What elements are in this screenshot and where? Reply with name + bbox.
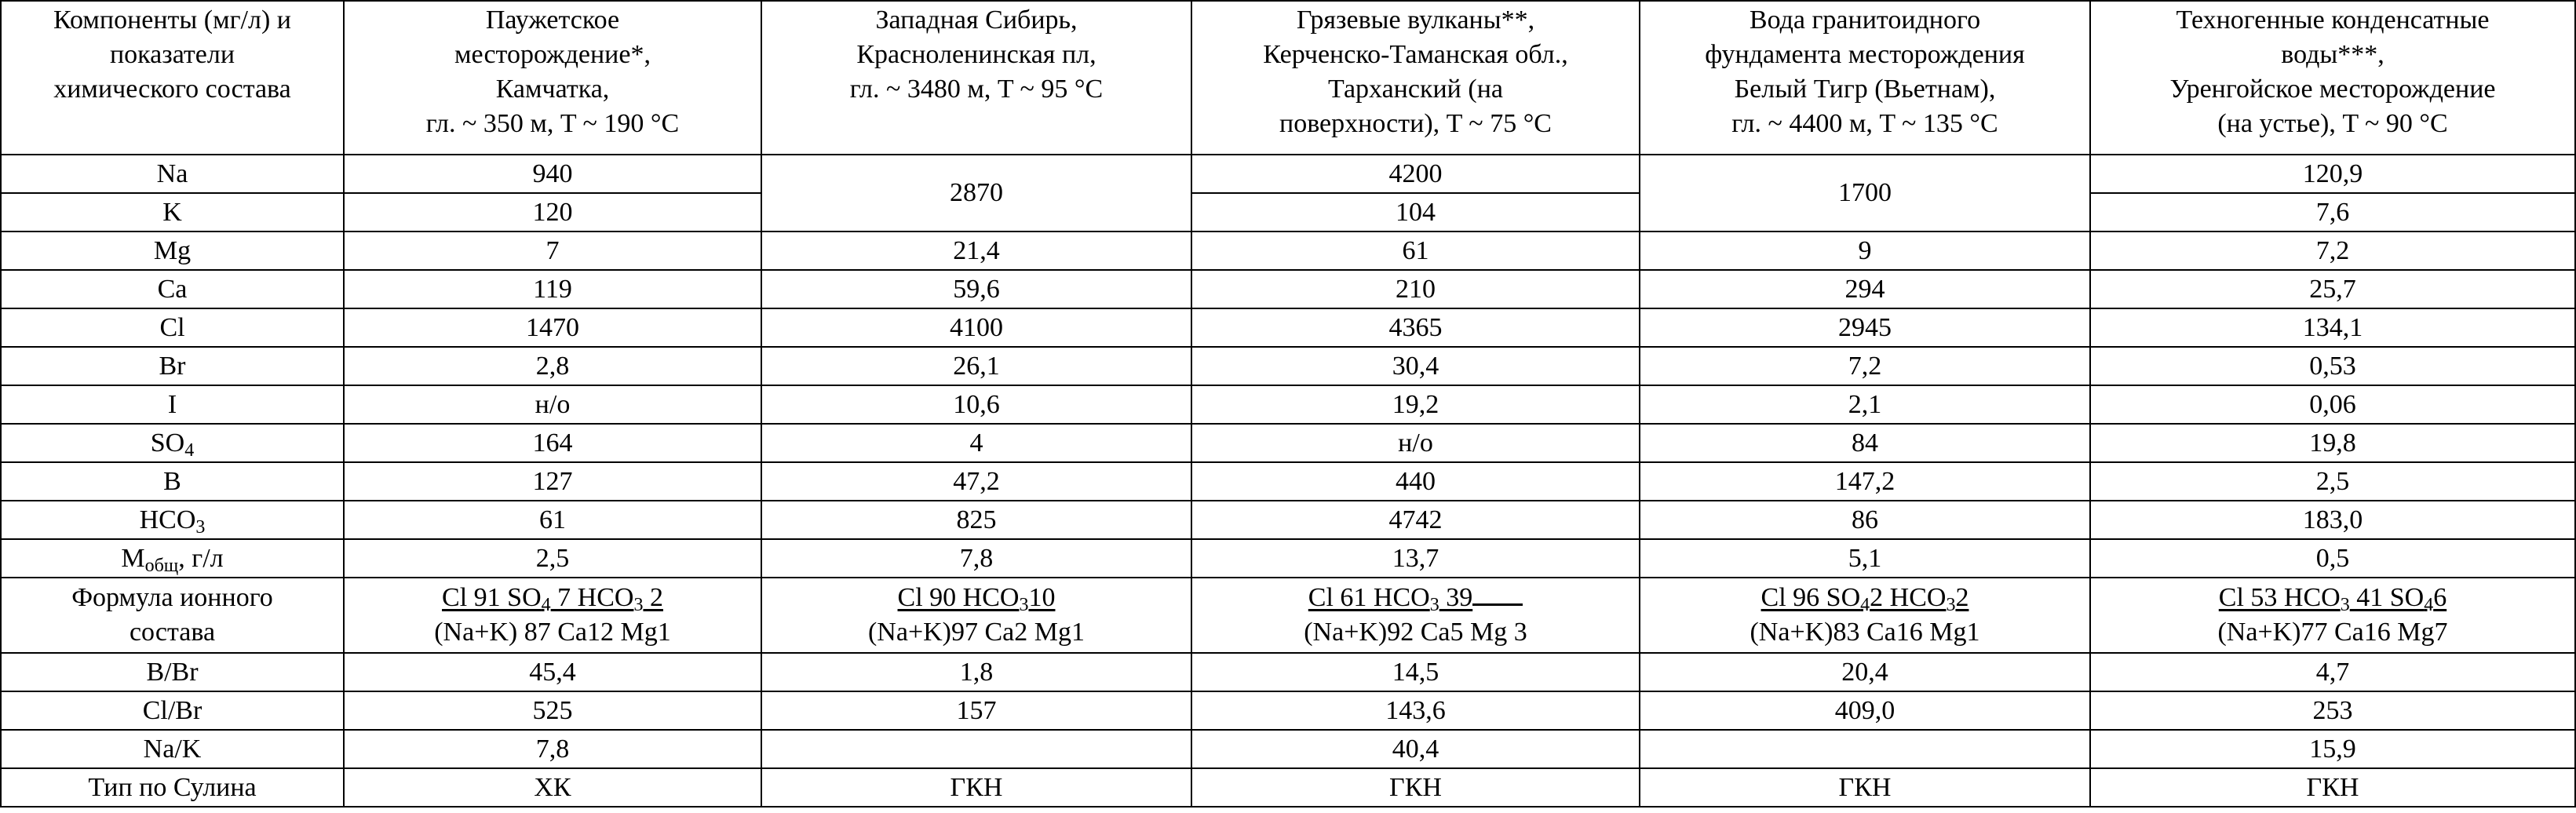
table-cell: 0,5 xyxy=(2090,539,2575,578)
row-label: Br xyxy=(1,347,344,385)
table-cell: 15,9 xyxy=(2090,730,2575,768)
table-cell: 84 xyxy=(1640,424,2090,462)
row-label: B/Br xyxy=(1,653,344,691)
table-cell: 4200 xyxy=(1191,155,1640,193)
table-cell: 2870 xyxy=(761,155,1191,232)
table-cell: 7,8 xyxy=(761,539,1191,578)
row-label: Формула ионного состава xyxy=(1,578,344,653)
header-components: Компоненты (мг/л) и показатели химического состава xyxy=(1,1,344,155)
row-label: I xyxy=(1,385,344,424)
formula-cell xyxy=(1640,578,2090,653)
table-cell: 86 xyxy=(1640,501,2090,539)
formula-anions: Cl 91 $SO_4$ 7 $HCO_3$ 2 xyxy=(442,583,663,615)
formula-anions: Cl 90 $HCO_310$ xyxy=(897,583,1056,615)
table-cell: 104 xyxy=(1191,193,1640,232)
table-cell: 440 xyxy=(1191,462,1640,501)
table-cell: ГКН xyxy=(1640,768,2090,807)
table-cell: 294 xyxy=(1640,270,2090,308)
table-cell: 525 xyxy=(344,691,761,730)
table-cell: 210 xyxy=(1191,270,1640,308)
formula-cell xyxy=(2090,578,2575,653)
header-white-tiger: Вода гранитоидного фундамента месторождения Белый Тигр (Вьетнам), гл. ~ 4400 м, T ~ 135 °C xyxy=(1640,1,2090,155)
row-na-k xyxy=(1,730,2575,768)
row-b xyxy=(1,462,2575,501)
table-cell: н/о xyxy=(1191,424,1640,462)
table-cell: 4100 xyxy=(761,308,1191,347)
table-cell: 0,53 xyxy=(2090,347,2575,385)
table-cell: 9 xyxy=(1640,232,2090,270)
row-ca xyxy=(1,270,2575,308)
row-label: $SO_4$ xyxy=(1,424,344,462)
table-cell: 21,4 xyxy=(761,232,1191,270)
formula-cations: (Na+K)77 Ca16 Mg7 xyxy=(2217,618,2448,647)
row-b-br xyxy=(1,653,2575,691)
row-label: Ca xyxy=(1,270,344,308)
table-cell: 25,7 xyxy=(2090,270,2575,308)
row-k xyxy=(1,193,2575,232)
formula-anions: Cl 61 $HCO_3$ 39 xyxy=(1308,583,1473,615)
formula-cations: (Na+K) 87 Ca12 Mg1 xyxy=(434,618,671,647)
formula-cell xyxy=(1191,578,1640,653)
table-cell: 143,6 xyxy=(1191,691,1640,730)
row-so4 xyxy=(1,424,2575,462)
header-row xyxy=(1,1,2575,155)
table-cell: 253 xyxy=(2090,691,2575,730)
table-cell: 940 xyxy=(344,155,761,193)
row-na xyxy=(1,155,2575,193)
table-cell: 40,4 xyxy=(1191,730,1640,768)
table-cell xyxy=(761,730,1191,768)
table-cell: ГКН xyxy=(761,768,1191,807)
table-cell: 164 xyxy=(344,424,761,462)
table-cell: 2,5 xyxy=(2090,462,2575,501)
table-cell: 5,1 xyxy=(1640,539,2090,578)
formula-cations: (Na+K)97 Ca2 Mg1 xyxy=(867,618,1085,647)
table-cell: 147,2 xyxy=(1640,462,2090,501)
header-mud-volcanoes: Грязевые вулканы**, Керченско-Таманская обл., Тарханский (на поверхности), T ~ 75 °C xyxy=(1191,1,1640,155)
row-cl xyxy=(1,308,2575,347)
formula-cations: (Na+K)83 Ca16 Mg1 xyxy=(1750,618,1980,647)
row-cl-br xyxy=(1,691,2575,730)
row-label: Cl/Br xyxy=(1,691,344,730)
row-i xyxy=(1,385,2575,424)
table-cell: 120 xyxy=(344,193,761,232)
header-pauzhetka: Паужетское месторождение*, Камчатка, гл. ~ 350 м, T ~ 190 °C xyxy=(344,1,761,155)
table-cell: 1,8 xyxy=(761,653,1191,691)
row-label: Na xyxy=(1,155,344,193)
header-urengoy: Техногенные конденсатные воды***, Уренгойское месторождение (на устье), T ~ 90 °C xyxy=(2090,1,2575,155)
table-cell: 7,8 xyxy=(344,730,761,768)
table-cell: 183,0 xyxy=(2090,501,2575,539)
table-cell: 59,6 xyxy=(761,270,1191,308)
formula-cations: (Na+K)92 Ca5 Mg 3 xyxy=(1304,618,1527,647)
header-west-siberia: Западная Сибирь, Красноленинская пл, гл. ~ 3480 м, T ~ 95 °C xyxy=(761,1,1191,155)
table-cell: 127 xyxy=(344,462,761,501)
table-cell: 1700 xyxy=(1640,155,2090,232)
table-cell: 825 xyxy=(761,501,1191,539)
table-cell: 26,1 xyxy=(761,347,1191,385)
formula-cell xyxy=(761,578,1191,653)
fraction-line xyxy=(1472,588,1523,606)
table-cell: 157 xyxy=(761,691,1191,730)
table-cell: 0,06 xyxy=(2090,385,2575,424)
table-cell: н/о xyxy=(344,385,761,424)
row-mineralization xyxy=(1,539,2575,578)
row-label: B xyxy=(1,462,344,501)
table-cell xyxy=(1640,730,2090,768)
table-cell: 119 xyxy=(344,270,761,308)
row-label: $M_{общ}$, г/л xyxy=(1,539,344,578)
table-cell: ГКН xyxy=(2090,768,2575,807)
table-cell: 4742 xyxy=(1191,501,1640,539)
table-cell: 4 xyxy=(761,424,1191,462)
table-cell: 4,7 xyxy=(2090,653,2575,691)
row-label: Na/K xyxy=(1,730,344,768)
table-cell: ХК xyxy=(344,768,761,807)
row-label: Mg xyxy=(1,232,344,270)
row-label: Тип по Сулина xyxy=(1,768,344,807)
table-cell: 120,9 xyxy=(2090,155,2575,193)
formula-anions: Cl 53 $HCO_3$ 41 $SO_46$ xyxy=(2218,583,2447,615)
formula-cell xyxy=(344,578,761,653)
table-cell: 20,4 xyxy=(1640,653,2090,691)
row-ion-formula xyxy=(1,578,2575,653)
table-cell: 14,5 xyxy=(1191,653,1640,691)
table-cell: 10,6 xyxy=(761,385,1191,424)
table-cell: 19,8 xyxy=(2090,424,2575,462)
table-cell: 2,5 xyxy=(344,539,761,578)
row-mg xyxy=(1,232,2575,270)
table-cell: 409,0 xyxy=(1640,691,2090,730)
table-cell: 61 xyxy=(344,501,761,539)
row-hco3 xyxy=(1,501,2575,539)
table-cell: 2,1 xyxy=(1640,385,2090,424)
table-cell: 13,7 xyxy=(1191,539,1640,578)
table-cell: 30,4 xyxy=(1191,347,1640,385)
table-cell: 1470 xyxy=(344,308,761,347)
table-cell: 7,2 xyxy=(2090,232,2575,270)
row-label: Cl xyxy=(1,308,344,347)
table-cell: ГКН xyxy=(1191,768,1640,807)
table-cell: 4365 xyxy=(1191,308,1640,347)
table-cell: 7 xyxy=(344,232,761,270)
table-cell: 47,2 xyxy=(761,462,1191,501)
table-cell: 61 xyxy=(1191,232,1640,270)
table-cell: 2945 xyxy=(1640,308,2090,347)
row-br xyxy=(1,347,2575,385)
table-cell: 19,2 xyxy=(1191,385,1640,424)
table-cell: 45,4 xyxy=(344,653,761,691)
table-cell: 7,2 xyxy=(1640,347,2090,385)
row-label: $HCO_3$ xyxy=(1,501,344,539)
row-label: K xyxy=(1,193,344,232)
table-cell: 2,8 xyxy=(344,347,761,385)
formula-anions: Cl 96 $SO_42$ $HCO_32$ xyxy=(1761,583,1969,615)
row-sulin-type xyxy=(1,768,2575,807)
table-cell: 134,1 xyxy=(2090,308,2575,347)
table-cell: 7,6 xyxy=(2090,193,2575,232)
